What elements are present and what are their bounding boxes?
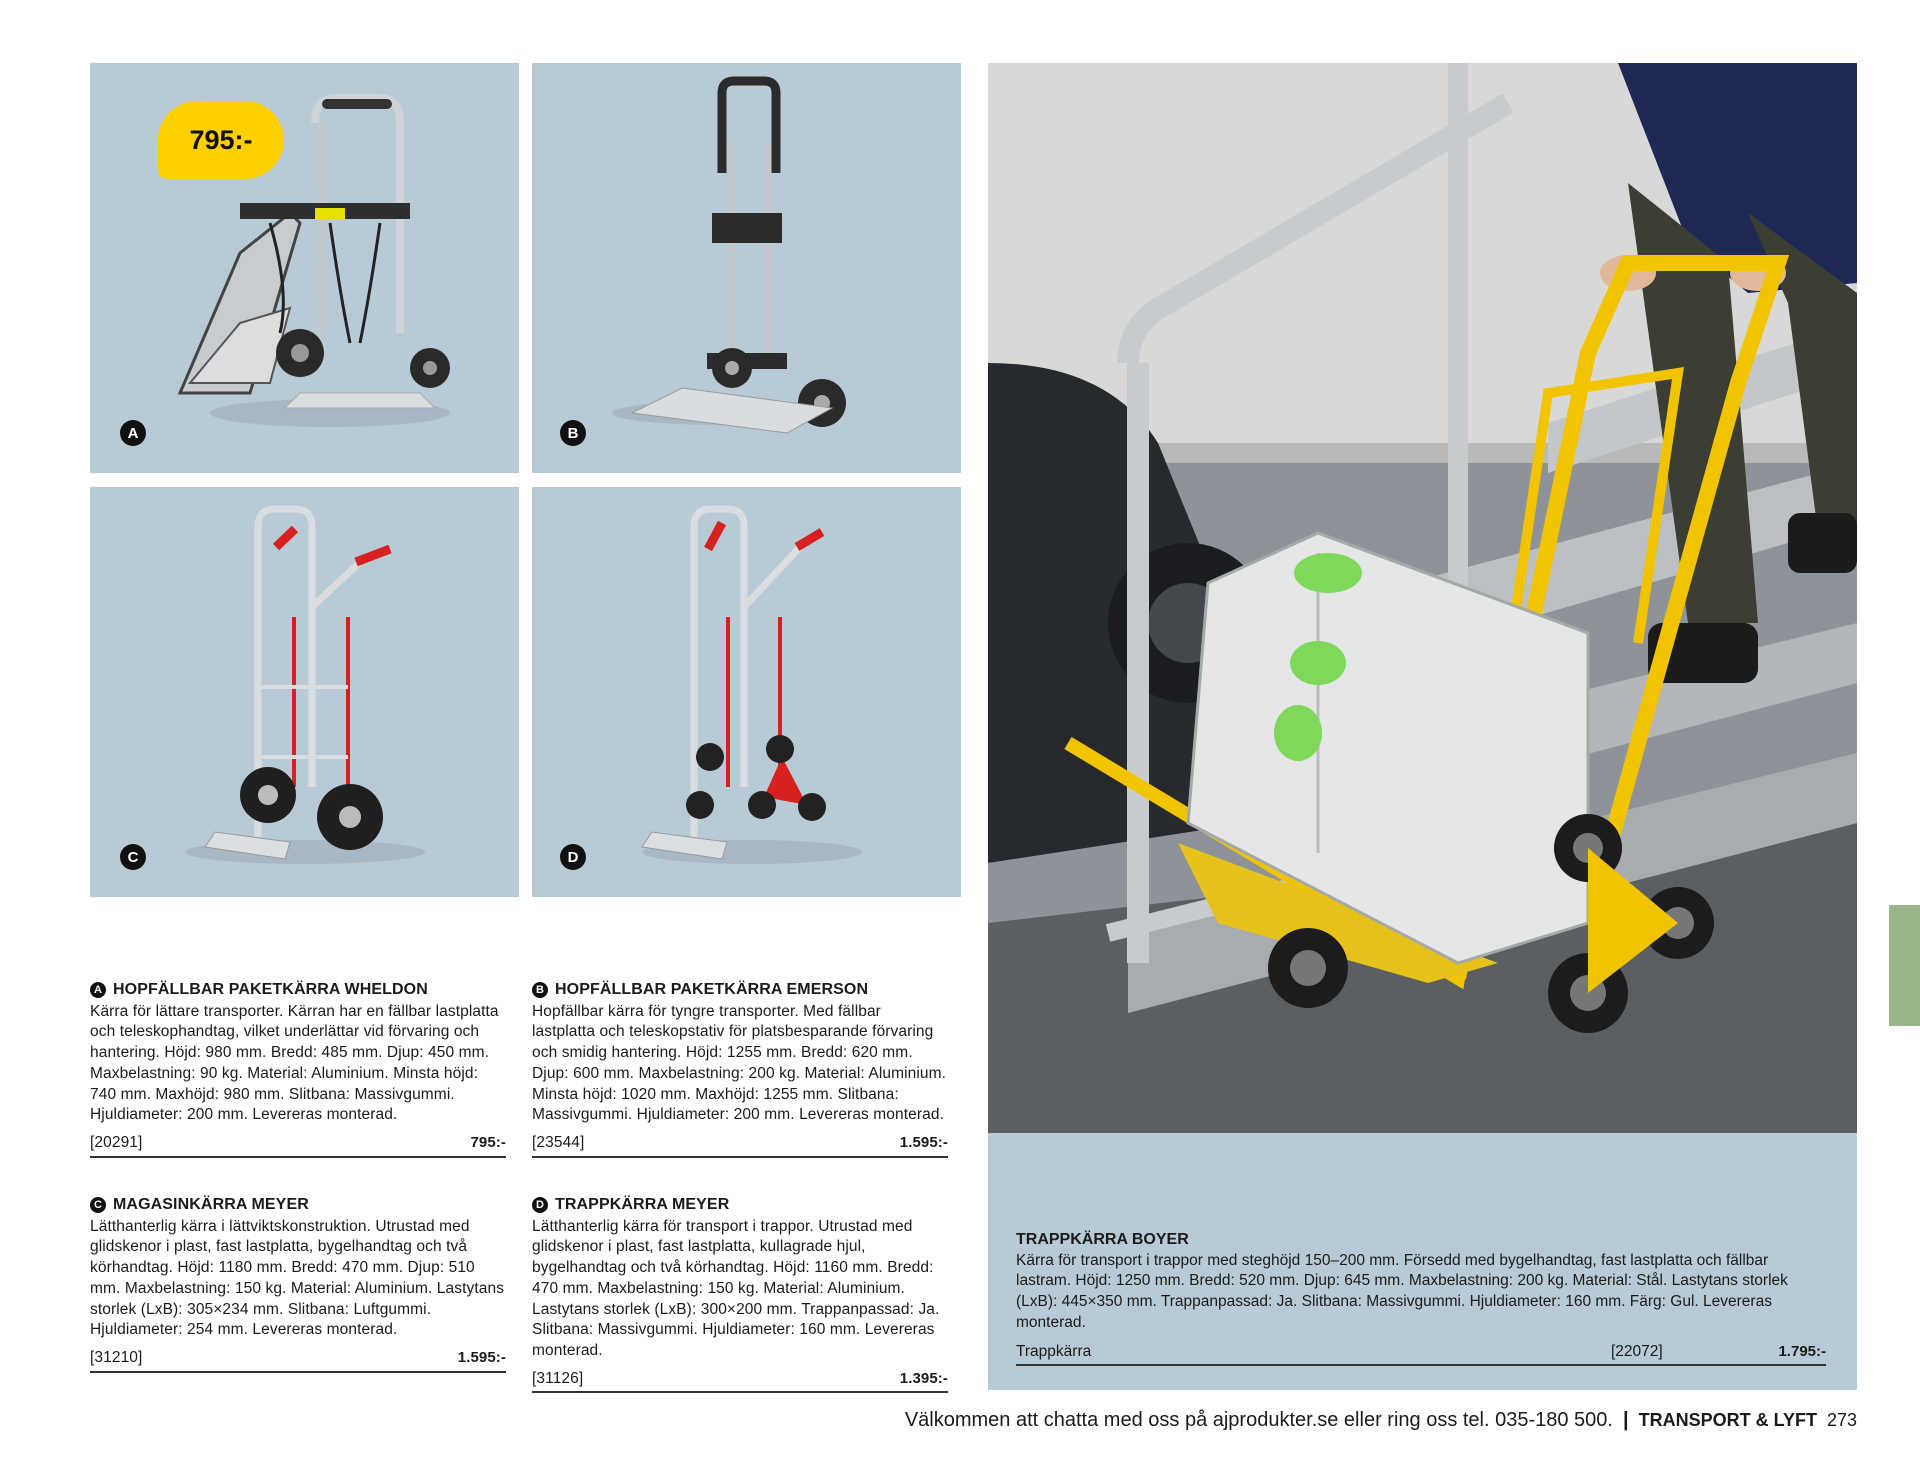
product-price: 795:- [470, 1133, 506, 1151]
stair-climber-image [988, 63, 1857, 1133]
product-footer [90, 1133, 506, 1158]
product-badge: A [90, 982, 106, 998]
product-badge: B [532, 982, 548, 998]
product-name: TRAPPKÄRRA MEYER [555, 1196, 730, 1213]
product-price: 1.595:- [457, 1348, 506, 1366]
footer-contact-text: Välkommen att chatta med oss på ajprodukter.se eller ring oss tel. 035-180 500. [904, 1409, 1613, 1431]
section-tab [1889, 905, 1920, 1026]
boyer-text [1016, 1230, 1826, 1366]
product-c [90, 1195, 506, 1373]
product-title [90, 1195, 506, 1216]
boyer-label: Trappkärra [1016, 1342, 1092, 1360]
product-name: MAGASINKÄRRA MEYER [113, 1196, 309, 1213]
page-footer [905, 1409, 1857, 1432]
product-description: Hopfällbar kärra för tyngre transporter. Med fällbar lastplatta och teleskopstativ för platsbesparande förvaring och smidig hantering. Höjd: 1255 mm. Bredd: 620 mm. Djup: 600 mm. Maxbelastning: 200 kg. Material: Aluminium. Minsta höjd: 1020 mm. Maxhöjd: 1255 mm. Slitbana: Massivgummi. Hjuldiameter: 200 mm. Levereras monterad. [532, 1002, 947, 1124]
product-title [532, 980, 948, 1001]
boyer-description: Kärra för transport i trappor med steghöjd 150–200 mm. Försedd med bygelhandtag, fast lastplatta och fällbar lastram. Höjd: 1250 mm. Bredd: 520 mm. Djup: 645 mm. Maxbelastning: 200 kg. Material: Stål. Lastytans storlek (LxB): 445×350 mm. Trappanpassad: Ja. Slitbana: Massivgummi. Hjuldiameter: 160 mm. Färg: Gul. Levereras monterad. [1016, 1251, 1788, 1331]
boyer-title: TRAPPKÄRRA BOYER [1016, 1231, 1189, 1248]
product-name: HOPFÄLLBAR PAKETKÄRRA EMERSON [555, 981, 869, 998]
stair-hand-truck-image [532, 487, 961, 897]
footer-divider: | [1623, 1409, 1629, 1431]
product-description: Lätthanterlig kärra i lättviktskonstruktion. Utrustad med glidskenor i plast, fast lastplatta, bygelhandtag och två körhandtag. Höjd: 1180 mm. Bredd: 470 mm. Djup: 510 mm. Maxbelastning: 150 kg. Material: Aluminium. Lastytans storlek (LxB): 305×234 mm. Slitbana: Luftgummi. Hjuldiameter: 254 mm. Levereras monterad. [90, 1217, 505, 1339]
page-number: 273 [1826, 1410, 1857, 1430]
product-title [90, 980, 506, 1001]
article-number: [22072] [1611, 1342, 1663, 1360]
price-bubble: 795:- [158, 101, 284, 179]
telescopic-hand-truck-image [532, 63, 961, 473]
product-footer [90, 1348, 506, 1373]
product-price: 1.395:- [899, 1369, 948, 1387]
foldable-hand-truck-image [90, 63, 519, 473]
panel-letter: B [560, 420, 586, 446]
product-description: Kärra för lättare transporter. Kärran har en fällbar lastplatta och teleskophandtag, vilket underlättar vid förvaring och hantering. Höjd: 980 mm. Bredd: 485 mm. Djup: 450 mm. Maxbelastning: 90 kg. Material: Aluminium. Minsta höjd: 740 mm. Maxhöjd: 980 mm. Slitbana: Massivgummi. Hjuldiameter: 200 mm. Levereras monterad. [90, 1002, 499, 1124]
product-image-c [90, 487, 519, 897]
product-image-b [532, 63, 961, 473]
product-a [90, 980, 506, 1158]
product-image-a [90, 63, 519, 473]
article-number: [23544] [532, 1133, 585, 1151]
product-badge: C [90, 1197, 106, 1213]
article-number: [31210] [90, 1348, 143, 1366]
product-footer [532, 1133, 948, 1158]
stair-climber-photo [988, 63, 1857, 1133]
product-image-d [532, 487, 961, 897]
product-title [532, 1195, 948, 1216]
boyer-info-box [988, 1133, 1857, 1390]
warehouse-hand-truck-image [90, 487, 519, 897]
product-price: 1.795:- [1778, 1342, 1826, 1360]
product-badge: D [532, 1197, 548, 1213]
product-price: 1.595:- [899, 1133, 948, 1151]
product-b [532, 980, 948, 1158]
panel-letter: A [120, 420, 146, 446]
product-description: Lätthanterlig kärra för transport i trappor. Utrustad med glidskenor i plast, fast lastplatta, kullagrade hjul, bygelhandtag och två körhandtag. Höjd: 1160 mm. Bredd: 470 mm. Maxbelastning: 150 kg. Material: Aluminium. Lastytans storlek (LxB): 300×200 mm. Trappanpassad: Ja. Slitbana: Massivgummi. Hjuldiameter: 160 mm. Levereras monterad. [532, 1217, 940, 1359]
article-number: [31126] [532, 1369, 584, 1387]
footer-section: TRANSPORT & LYFT [1638, 1410, 1817, 1430]
product-name: HOPFÄLLBAR PAKETKÄRRA WHELDON [113, 981, 428, 998]
boyer-footer [1016, 1342, 1826, 1367]
product-footer [532, 1369, 948, 1394]
panel-letter: D [560, 844, 586, 870]
panel-letter: C [120, 844, 146, 870]
product-d [532, 1195, 948, 1393]
article-number: [20291] [90, 1133, 143, 1151]
